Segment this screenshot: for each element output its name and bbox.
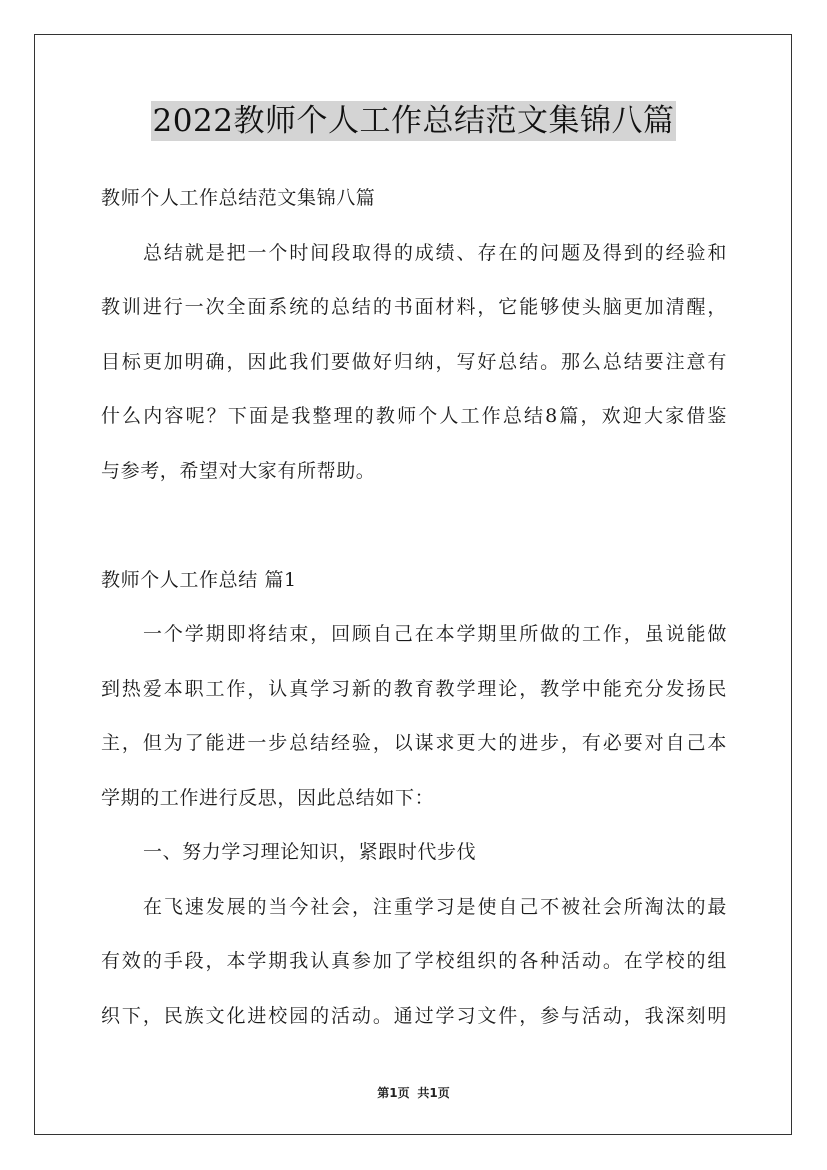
document-title: 2022教师个人工作总结范文集锦八篇 bbox=[152, 103, 675, 139]
text-line: 与参考，希望对大家有所帮助。 bbox=[101, 459, 376, 482]
text-line: 到热爱本职工作，认真学习新的教育教学理论，教学中能充分发扬民 bbox=[101, 677, 727, 700]
title-wrap bbox=[0, 101, 827, 141]
total-pages: 1 bbox=[429, 1086, 438, 1100]
text-line: 学期的工作进行反思，因此总结如下： bbox=[101, 786, 435, 809]
document-body bbox=[101, 171, 727, 1043]
text-line: 什么内容呢？下面是我整理的教师个人工作总结8篇，欢迎大家借鉴 bbox=[101, 405, 727, 427]
page-current: 1 bbox=[389, 1086, 398, 1100]
text-line: 织下，民族文化进校园的活动。通过学习文件，参与活动，我深刻明 bbox=[101, 1004, 727, 1027]
text-line: 在飞速发展的当今社会，注重学习是使自己不被社会所淘汰的最 bbox=[143, 895, 727, 918]
page-footer bbox=[0, 1084, 827, 1101]
text-line: 总结就是把一个时间段取得的成绩、存在的问题及得到的经验和 bbox=[143, 241, 727, 264]
total-suffix: 页 bbox=[437, 1086, 450, 1100]
text-line: 教师个人工作总结范文集锦八篇 bbox=[101, 187, 376, 209]
paragraph-gap bbox=[101, 498, 727, 553]
total-prefix: 共 bbox=[417, 1086, 430, 1100]
text-line: 教师个人工作总结 篇1 bbox=[101, 568, 297, 591]
text-line: 主，但为了能进一步总结经验，以谋求更大的进步，有必要对自己本 bbox=[101, 732, 727, 754]
text-line: 一、努力学习理论知识，紧跟时代步伐 bbox=[143, 841, 477, 863]
text-line: 一个学期即将结束，回顾自己在本学期里所做的工作，虽说能做 bbox=[143, 623, 727, 645]
text-line: 目标更加明确，因此我们要做好归纳，写好总结。那么总结要注意有 bbox=[101, 350, 727, 373]
text-line: 有效的手段，本学期我认真参加了学校组织的各种活动。在学校的组 bbox=[101, 950, 727, 972]
page-suffix: 页 bbox=[397, 1086, 410, 1100]
text-line: 教训进行一次全面系统的总结的书面材料，它能够使头脑更加清醒， bbox=[101, 296, 727, 318]
page-prefix: 第 bbox=[377, 1086, 390, 1100]
